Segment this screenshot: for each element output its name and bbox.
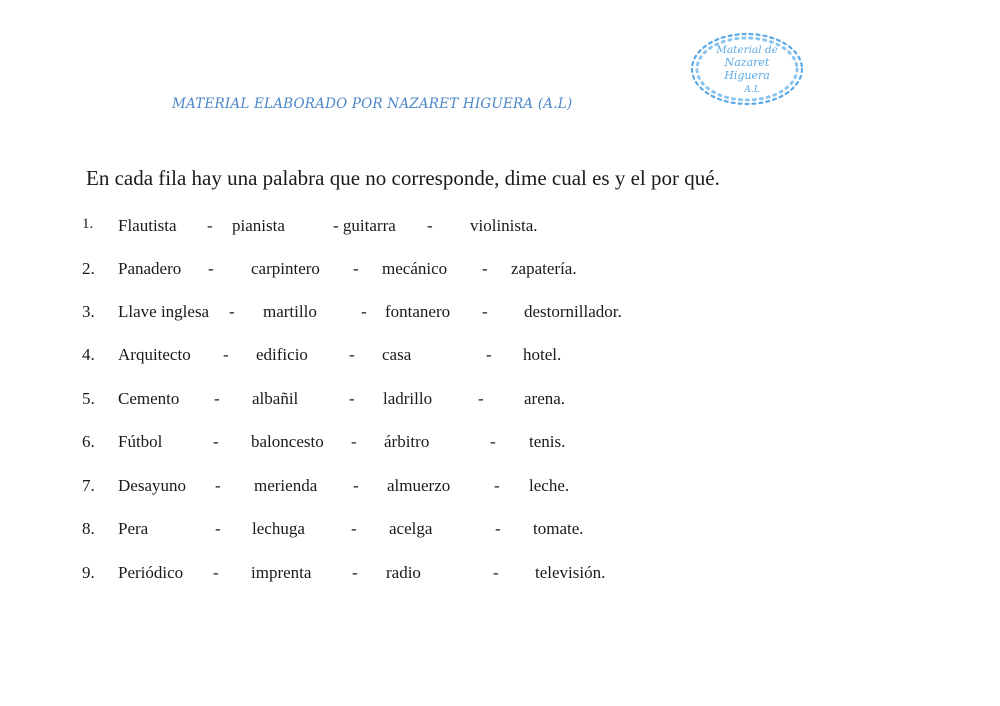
separator: -	[493, 563, 499, 582]
word-3: casa	[382, 345, 412, 364]
word-1: Panadero	[118, 259, 182, 278]
word-1: Flautista	[118, 216, 177, 235]
logo-wreath-icon	[686, 28, 808, 110]
separator: -	[353, 259, 359, 278]
separator: -	[215, 476, 221, 495]
row-number: 9.	[82, 563, 95, 582]
separator: -	[351, 519, 357, 538]
separator: -	[353, 476, 359, 495]
word-3: árbitro	[384, 432, 430, 451]
list-item	[0, 259, 1000, 283]
word-3: - guitarra	[333, 216, 396, 235]
word-2: edificio	[256, 345, 308, 364]
logo-text-line3: Higuera	[724, 69, 770, 82]
word-2: martillo	[263, 302, 317, 321]
separator: -	[486, 345, 492, 364]
separator: -	[482, 302, 488, 321]
separator: -	[213, 432, 219, 451]
separator: -	[351, 432, 357, 451]
word-4: destornillador.	[524, 302, 622, 321]
word-4: televisión.	[535, 563, 606, 582]
word-3: fontanero	[385, 302, 451, 321]
separator: -	[349, 389, 355, 408]
separator: -	[208, 259, 214, 278]
word-4: leche.	[529, 476, 570, 495]
list-item	[0, 345, 1000, 369]
separator: -	[478, 389, 484, 408]
word-1: Llave inglesa	[118, 302, 210, 321]
word-2: baloncesto	[251, 432, 324, 451]
separator: -	[495, 519, 501, 538]
list-item	[0, 563, 1000, 587]
list-item	[0, 302, 1000, 326]
word-1: Cemento	[118, 389, 180, 408]
word-3: acelga	[389, 519, 433, 538]
word-1: Arquitecto	[118, 345, 191, 364]
author-logo-stamp	[686, 28, 808, 110]
list-item	[0, 432, 1000, 456]
row-number: 1.	[82, 216, 94, 232]
word-4: arena.	[524, 389, 566, 408]
separator: -	[427, 216, 433, 235]
word-4: tomate.	[533, 519, 584, 538]
list-item	[0, 476, 1000, 500]
word-4: tenis.	[529, 432, 566, 451]
word-3: ladrillo	[383, 389, 433, 408]
word-2: pianista	[232, 216, 285, 235]
word-2: lechuga	[252, 519, 305, 538]
row-number: 8.	[82, 519, 95, 538]
word-4: zapatería.	[511, 259, 577, 278]
row-number: 3.	[82, 302, 95, 321]
word-2: carpintero	[251, 259, 320, 278]
row-number: 2.	[82, 259, 95, 278]
word-2: imprenta	[251, 563, 312, 582]
word-1: Pera	[118, 519, 149, 538]
word-2: albañil	[252, 389, 299, 408]
list-item	[0, 389, 1000, 413]
word-4: violinista.	[470, 216, 538, 235]
instruction-text: En cada fila hay una palabra que no corresponde, dime cual es y el por qué.	[86, 166, 720, 190]
row-number: 4.	[82, 345, 95, 364]
separator: -	[490, 432, 496, 451]
logo-text-line1: Material de	[716, 44, 778, 56]
word-2: merienda	[254, 476, 318, 495]
list-item	[0, 519, 1000, 543]
word-1: Fútbol	[118, 432, 163, 451]
row-number: 5.	[82, 389, 95, 408]
separator: -	[223, 345, 229, 364]
separator: -	[349, 345, 355, 364]
word-3: radio	[386, 563, 421, 582]
list-item	[0, 216, 1000, 240]
logo-text-line4: A.L	[744, 85, 760, 95]
word-3: almuerzo	[387, 476, 451, 495]
logo-text-line2: Nazaret	[724, 56, 770, 69]
row-number: 6.	[82, 432, 95, 451]
word-1: Desayuno	[118, 476, 186, 495]
separator: -	[361, 302, 367, 321]
row-number: 7.	[82, 476, 95, 495]
separator: -	[214, 389, 220, 408]
word-1: Periódico	[118, 563, 184, 582]
separator: -	[213, 563, 219, 582]
word-4: hotel.	[523, 345, 562, 364]
separator: -	[482, 259, 488, 278]
word-3: mecánico	[382, 259, 448, 278]
separator: -	[494, 476, 500, 495]
separator: -	[215, 519, 221, 538]
separator: -	[352, 563, 358, 582]
separator: -	[229, 302, 235, 321]
author-credit: MATERIAL ELABORADO POR NAZARET HIGUERA (A.L)	[172, 96, 573, 112]
separator: -	[207, 216, 213, 235]
